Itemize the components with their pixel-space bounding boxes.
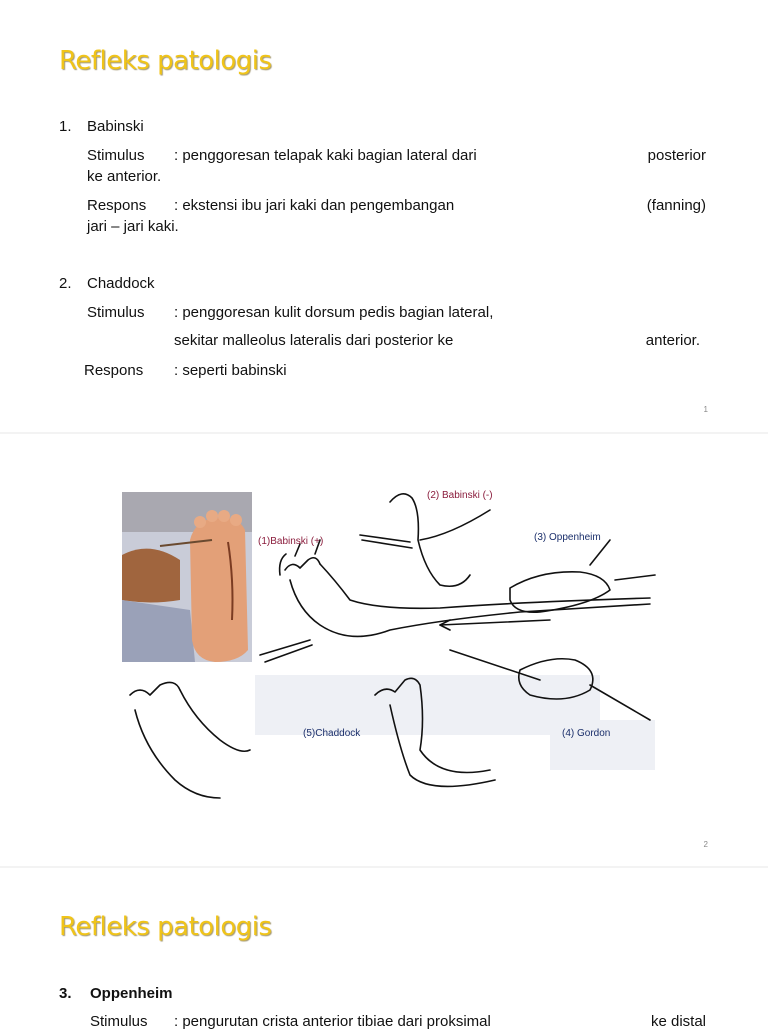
label-panel [255,675,600,735]
response-label: Respons [87,197,147,214]
reflex-name-oppenheim: Oppenheim [90,985,173,1002]
stimulus-label: Stimulus [87,304,145,321]
reflex-illustration [120,480,660,805]
response-text: : seperti babinski [174,362,287,379]
response-label: Respons [84,362,144,379]
stimulus-label: Stimulus [90,1013,148,1030]
stimulus-tail: anterior. [645,332,700,349]
item-number: 3. [59,985,72,1002]
stimulus-text: : penggoresan telapak kaki bagian lateral dari [174,147,477,164]
label-oppenheim: (3) Oppenheim [534,532,601,543]
label-babinski-positive: (1)Babinski (+) [258,536,324,547]
response-text: : ekstensi ibu jari kaki dan pengembangan [174,197,455,214]
slide-title: Refleks patologis [59,912,272,942]
stimulus-text: : pengurutan crista anterior tibiae dari proksimal [174,1013,491,1030]
label-babinski-negative: (2) Babinski (-) [427,490,493,501]
stimulus-tail: posterior [647,147,706,164]
response-continuation: jari – jari kaki. [87,218,179,235]
page-number: 1 [703,405,708,414]
item-number: 1. [59,118,72,135]
item-number: 2. [59,275,72,292]
slide-1 [0,0,768,432]
stimulus-continuation: ke anterior. [87,168,162,185]
reflex-name-babinski: Babinski [87,118,144,135]
slide-title: Refleks patologis [59,46,272,76]
stimulus-label: Stimulus [87,147,145,164]
slide-3 [0,868,768,1030]
stimulus-line-2: sekitar malleolus lateralis dari posterior ke [174,332,454,349]
response-tail: (fanning) [646,197,706,214]
page-number: 2 [703,840,708,849]
label-chaddock: (5)Chaddock [303,728,361,739]
reflex-name-chaddock: Chaddock [87,275,155,292]
stimulus-tail: ke distal [650,1013,706,1030]
stimulus-text: : penggoresan kulit dorsum pedis bagian lateral, [174,304,494,321]
label-gordon: (4) Gordon [562,728,611,739]
foot-photo [122,492,252,662]
